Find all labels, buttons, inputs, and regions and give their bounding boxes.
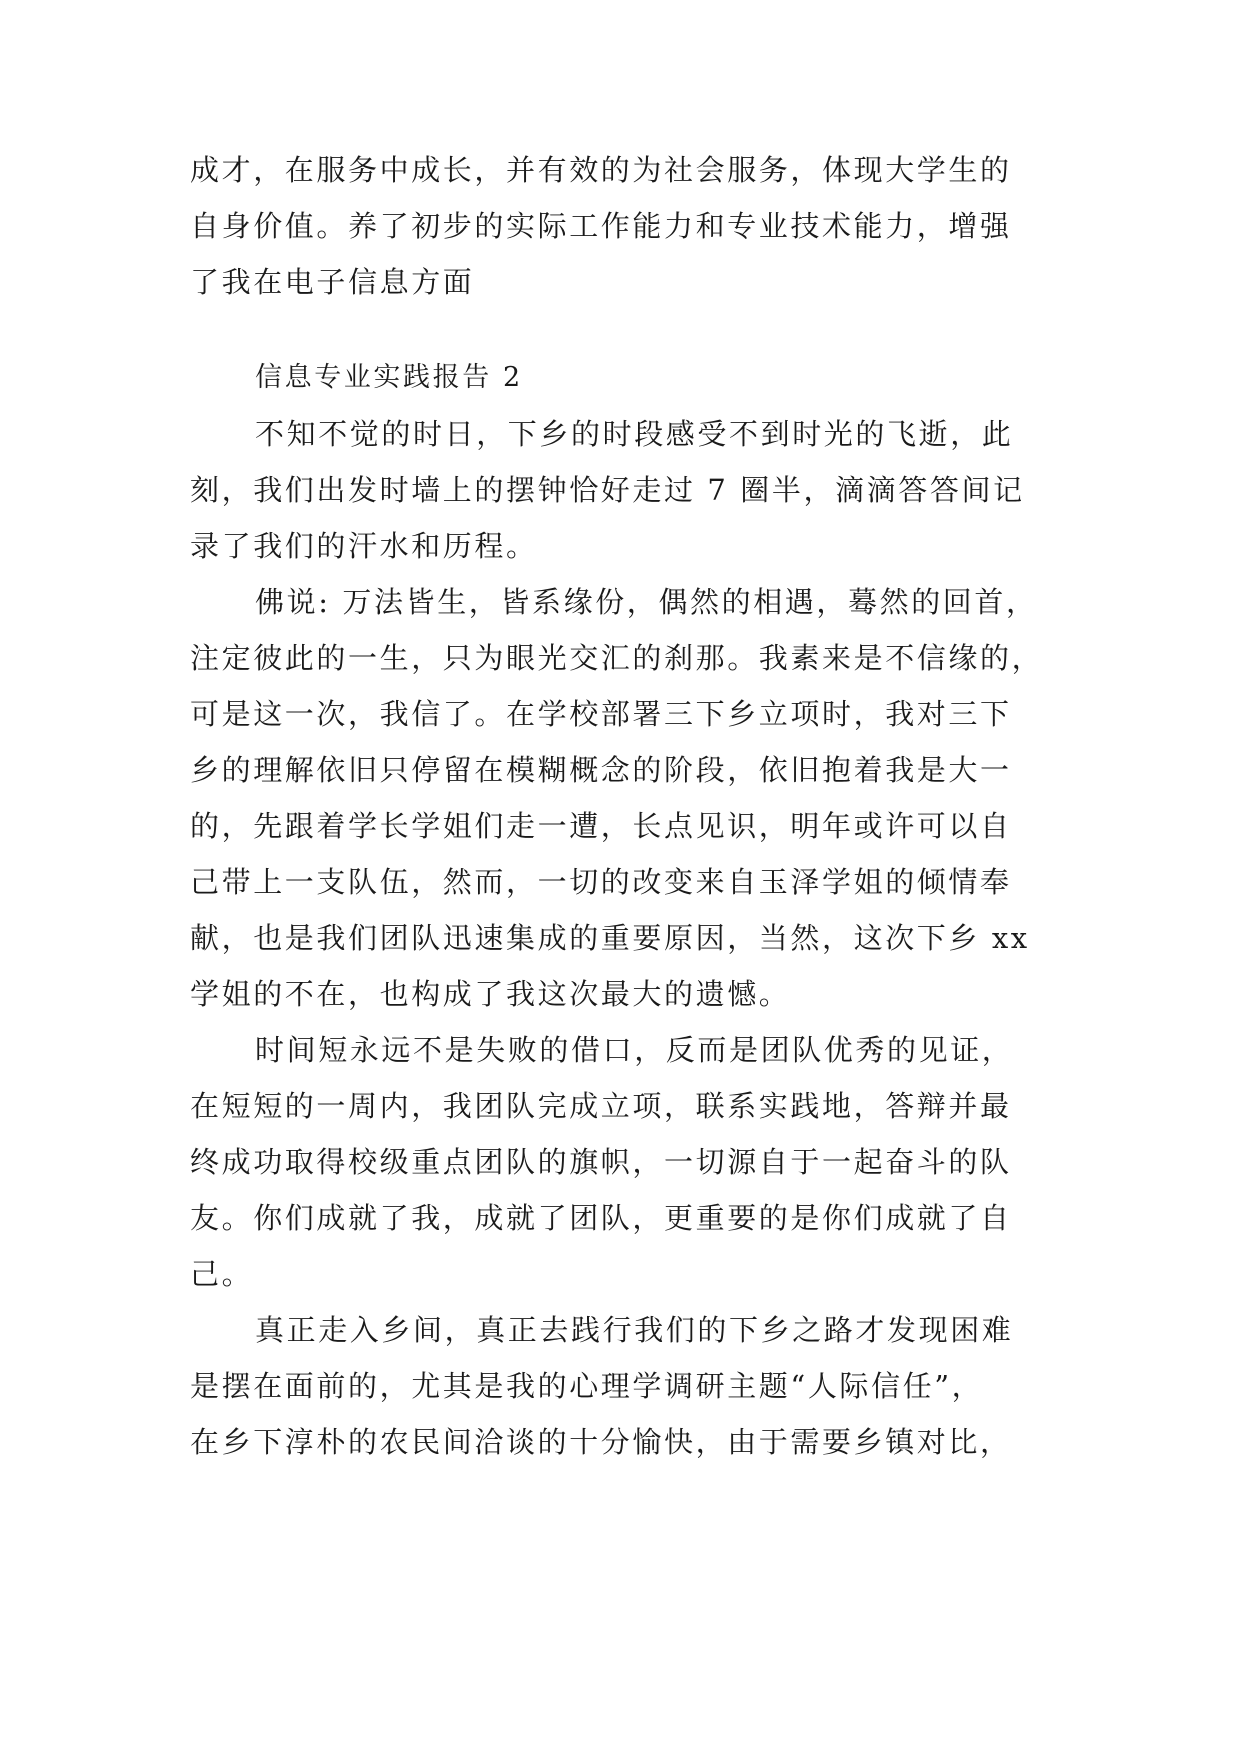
body-text-line: 乡的理解依旧只停留在模糊概念的阶段，依旧抱着我是大一: [190, 753, 1012, 787]
body-text-line: 的，先跟着学长学姐们走一遭，长点见识，明年或许可以自: [190, 809, 1012, 843]
body-text-line: 是摆在面前的，尤其是我的心理学调研主题“人际信任”，: [190, 1369, 984, 1403]
body-text-line: 录了我们的汗水和历程。: [190, 529, 538, 563]
body-text-line: 在短短的一周内，我团队完成立项，联系实践地，答辩并最: [190, 1089, 1012, 1123]
body-text-line: 不知不觉的时日，下乡的时段感受不到时光的飞逝，此: [255, 417, 1014, 451]
body-text-line: 自身价值。养了初步的实际工作能力和专业技术能力，增强: [190, 209, 1012, 243]
body-text-line: 终成功取得校级重点团队的旗帜，一切源自于一起奋斗的队: [190, 1145, 1012, 1179]
body-text-line: 时间短永远不是失败的借口，反而是团队优秀的见证，: [255, 1033, 1014, 1067]
body-text-line: 己。: [190, 1257, 254, 1291]
body-text-line: 己带上一支队伍，然而，一切的改变来自玉泽学姐的倾情奉: [190, 865, 1012, 899]
body-text-line: 可是这一次，我信了。在学校部署三下乡立项时，我对三下: [190, 697, 1012, 731]
body-text-line: 注定彼此的一生，只为眼光交汇的刹那。我素来是不信缘的，: [190, 641, 1044, 675]
body-text-line: 学姐的不在，也构成了我这次最大的遗憾。: [190, 977, 791, 1011]
body-text-line: 献，也是我们团队迅速集成的重要原因，当然，这次下乡 xx: [190, 921, 1030, 955]
body-text-line: 成才，在服务中成长，并有效的为社会服务，体现大学生的: [190, 153, 1012, 187]
body-text-line: 刻，我们出发时墙上的摆钟恰好走过 7 圈半，滴滴答答间记: [190, 473, 1025, 507]
body-text-line: 友。你们成就了我，成就了团队，更重要的是你们成就了自: [190, 1201, 1012, 1235]
body-text-line: 了我在电子信息方面: [190, 265, 475, 299]
body-text-line: 真正走入乡间，真正去践行我们的下乡之路才发现困难: [255, 1313, 1014, 1347]
section-heading: 信息专业实践报告 2: [255, 362, 523, 393]
body-text-line: 在乡下淳朴的农民间洽谈的十分愉快，由于需要乡镇对比，: [190, 1425, 1012, 1459]
body-text-line: 佛说: 万法皆生，皆系缘份，偶然的相遇，蓦然的回首，: [255, 585, 1038, 619]
